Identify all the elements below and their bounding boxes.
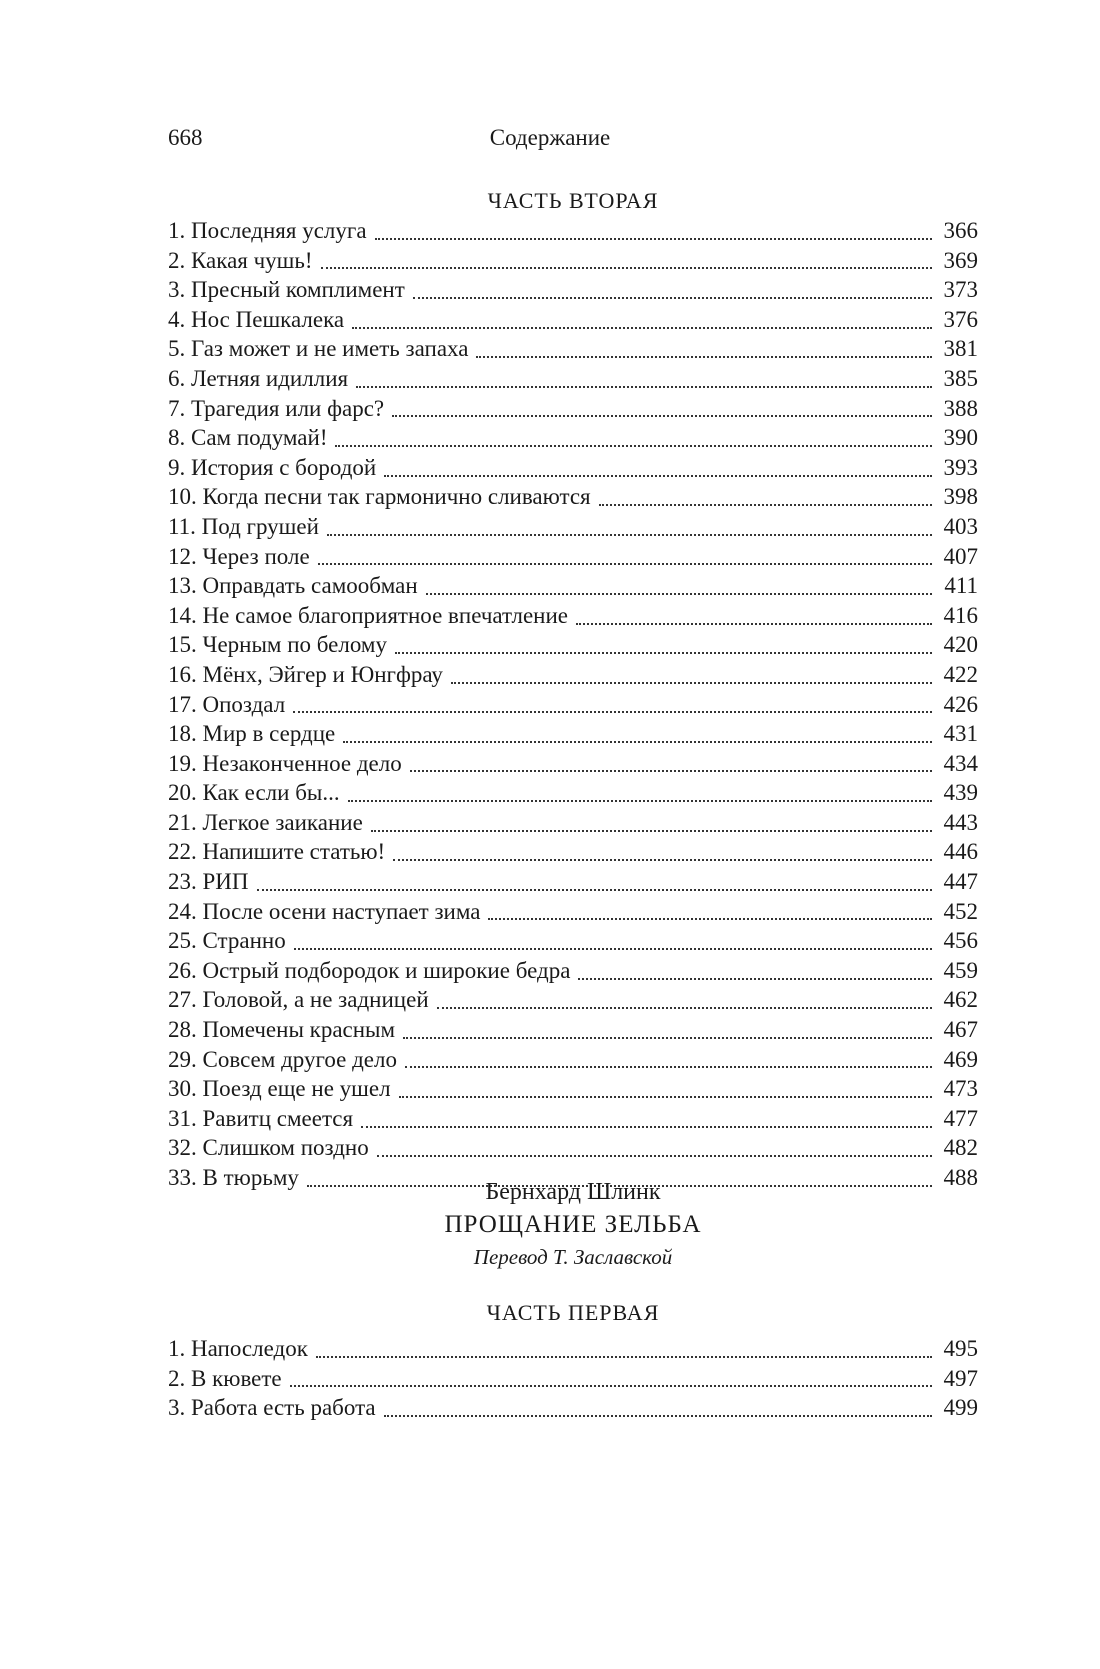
- dot-leader: [293, 711, 932, 713]
- toc-entry-title: 17. Опоздал: [168, 691, 286, 717]
- toc-entry: [168, 453, 978, 483]
- work-translator: Перевод Т. Заславской: [473, 1245, 673, 1269]
- work-header: [168, 1176, 978, 1272]
- toc-entry-page: 373: [943, 277, 978, 303]
- dot-leader: [476, 356, 932, 358]
- toc-entry: [168, 364, 978, 394]
- toc-entry: [168, 985, 978, 1015]
- toc-entry: [168, 808, 978, 838]
- dot-leader: [361, 1126, 932, 1128]
- toc-entry-title: 26. Острый подбородок и широкие бедра: [168, 957, 571, 983]
- toc-entry-title: 27. Головой, а не задницей: [168, 987, 429, 1013]
- toc-entry-title: 22. Напишите статью!: [168, 839, 386, 865]
- page-number: 668: [168, 125, 203, 150]
- dot-leader: [405, 1066, 932, 1068]
- dot-leader: [437, 1007, 932, 1009]
- toc-entry-page: 439: [943, 780, 978, 806]
- toc-entry: [168, 482, 978, 512]
- toc-entry-title: 20. Как если бы...: [168, 780, 340, 806]
- toc-entry: [168, 630, 978, 660]
- toc-entry-title: 31. Равитц смеется: [168, 1105, 354, 1131]
- toc-entry: [168, 660, 978, 690]
- toc-entry: [168, 749, 978, 779]
- toc-entry: [168, 778, 978, 808]
- toc-entry-page: 467: [943, 1017, 978, 1043]
- toc-entry-page: 369: [943, 247, 978, 273]
- toc-entry: [168, 719, 978, 749]
- toc-entry-page: 411: [944, 573, 978, 599]
- dot-leader: [399, 1096, 932, 1098]
- toc-entry-page: 495: [943, 1336, 978, 1361]
- dot-leader: [392, 415, 932, 417]
- toc-entry-title: 9. История с бородой: [168, 454, 377, 480]
- dot-leader: [352, 327, 932, 329]
- toc-entry: [168, 897, 978, 927]
- toc-entry-page: 482: [943, 1135, 978, 1161]
- toc-entry-title: 15. Черным по белому: [168, 632, 387, 658]
- dot-leader: [384, 1415, 932, 1417]
- toc-entry-title: 12. Через поле: [168, 543, 310, 569]
- part-heading: ЧАСТЬ ПЕРВАЯ: [486, 1300, 660, 1325]
- toc-entry-title: 10. Когда песни так гармонично сливаются: [168, 484, 591, 510]
- toc-entry-title: 8. Сам подумай!: [168, 425, 328, 451]
- toc-entry: [168, 1074, 978, 1104]
- toc-entry-title: 24. После осени наступает зима: [168, 898, 481, 924]
- toc-entry-title: 1. Напоследок: [168, 1336, 308, 1361]
- toc-entry-page: 366: [943, 218, 978, 243]
- dot-leader: [343, 741, 932, 743]
- toc-entry-page: 385: [943, 365, 978, 391]
- toc-entry-page: 416: [943, 602, 978, 628]
- toc-entry-page: 477: [943, 1105, 978, 1131]
- toc-entry-title: 2. В кювете: [168, 1365, 282, 1391]
- toc-entry-title: 16. Мёнх, Эйгер и Юнгфрау: [168, 661, 443, 687]
- toc-entry-page: 407: [943, 543, 978, 569]
- toc-entry: [168, 926, 978, 956]
- toc-entry-page: 381: [943, 336, 978, 362]
- toc-entry-title: 30. Поезд еще не ушел: [168, 1076, 391, 1102]
- toc-entry-title: 3. Работа есть работа: [168, 1395, 376, 1421]
- dot-leader: [321, 267, 932, 269]
- toc-entry: [168, 571, 978, 601]
- toc-entry-page: 469: [943, 1046, 978, 1072]
- dot-leader: [410, 770, 932, 772]
- toc-part-two: [168, 186, 978, 1193]
- toc-entry: [168, 601, 978, 631]
- toc-entry-title: 19. Незаконченное дело: [168, 750, 402, 776]
- toc-entry: [168, 1104, 978, 1134]
- toc-entry: [168, 423, 978, 453]
- dot-leader: [371, 830, 932, 832]
- toc-entry-title: 2. Какая чушь!: [168, 247, 313, 273]
- toc-entry-title: 25. Странно: [168, 928, 286, 954]
- toc-entry-page: 420: [943, 632, 978, 658]
- dot-leader: [393, 859, 932, 861]
- toc-entry: [168, 512, 978, 542]
- toc-entry-page: 398: [943, 484, 978, 510]
- toc-list: [168, 1334, 978, 1423]
- toc-entry-page: 434: [943, 750, 978, 776]
- toc-entry-title: 5. Газ может и не иметь запаха: [168, 336, 469, 362]
- part-heading: ЧАСТЬ ВТОРАЯ: [487, 188, 659, 213]
- toc-entry-page: 456: [943, 928, 978, 954]
- dot-leader: [290, 1385, 932, 1387]
- dot-leader: [578, 978, 932, 980]
- dot-leader: [384, 475, 932, 477]
- toc-entry: [168, 275, 978, 305]
- toc-entry-title: 13. Оправдать самообман: [168, 573, 418, 599]
- dot-leader: [451, 682, 932, 684]
- dot-leader: [599, 504, 932, 506]
- dot-leader: [294, 948, 932, 950]
- dot-leader: [395, 652, 932, 654]
- toc-entry-page: 488: [943, 1165, 978, 1190]
- toc-entry: [168, 216, 978, 246]
- dot-leader: [375, 238, 932, 240]
- toc-entry-title: 3. Пресный комплимент: [168, 277, 405, 303]
- toc-entry-page: 403: [943, 513, 978, 539]
- toc-entry-page: 462: [943, 987, 978, 1013]
- toc-part-one: [168, 1298, 978, 1423]
- toc-entry-title: 4. Нос Пешкалека: [168, 306, 345, 332]
- dot-leader: [316, 1356, 932, 1358]
- toc-entry-page: 431: [943, 721, 978, 747]
- toc-entry-page: 376: [943, 306, 978, 332]
- dot-leader: [413, 297, 932, 299]
- dot-leader: [377, 1155, 932, 1157]
- toc-entry: [168, 1364, 978, 1394]
- toc-entry: [168, 334, 978, 364]
- toc-entry-title: 14. Не самое благоприятное впечатление: [168, 602, 569, 628]
- toc-entry-page: 447: [943, 869, 978, 895]
- toc-entry-title: 11. Под грушей: [168, 513, 319, 539]
- dot-leader: [426, 593, 932, 595]
- toc-entry-page: 473: [943, 1076, 978, 1102]
- dot-leader: [356, 386, 932, 388]
- toc-entry-title: 32. Слишком поздно: [168, 1135, 369, 1161]
- toc-entry-page: 390: [943, 425, 978, 451]
- toc-entry-title: 1. Последняя услуга: [168, 218, 367, 243]
- toc-entry: [168, 305, 978, 335]
- toc-entry-title: 33. В тюрьму: [168, 1165, 299, 1190]
- dot-leader: [576, 623, 932, 625]
- toc-entry-title: 28. Помечены красным: [168, 1017, 396, 1043]
- toc-entry: [168, 1393, 978, 1423]
- toc-entry-page: 459: [943, 957, 978, 983]
- work-author: Бернхард Шлинк: [485, 1179, 661, 1205]
- dot-leader: [318, 563, 932, 565]
- toc-entry: [168, 246, 978, 276]
- toc-entry-page: 446: [943, 839, 978, 865]
- toc-entry: [168, 690, 978, 720]
- toc-entry: [168, 1015, 978, 1045]
- work-title: ПРОЩАНИЕ ЗЕЛЬБА: [444, 1211, 702, 1238]
- toc-entry-title: 6. Летняя идиллия: [168, 365, 349, 391]
- toc-entry: [168, 956, 978, 986]
- dot-leader: [403, 1037, 932, 1039]
- running-head: [0, 125, 1100, 155]
- toc-entry-title: 23. РИП: [168, 869, 249, 895]
- toc-entry-page: 422: [943, 661, 978, 687]
- toc-entry-page: 452: [943, 898, 978, 924]
- dot-leader: [335, 445, 932, 447]
- dot-leader: [327, 534, 932, 536]
- dot-leader: [257, 889, 932, 891]
- toc-entry-page: 388: [943, 395, 978, 421]
- toc-entry: [168, 1133, 978, 1163]
- toc-entry: [168, 837, 978, 867]
- toc-entry-page: 393: [943, 454, 978, 480]
- toc-entry-title: 21. Легкое заикание: [168, 809, 363, 835]
- toc-entry: [168, 542, 978, 572]
- toc-entry: [168, 1045, 978, 1075]
- toc-entry-title: 7. Трагедия или фарс?: [168, 395, 385, 421]
- toc-entry-title: 18. Мир в сердце: [168, 721, 336, 747]
- toc-entry: [168, 1334, 978, 1364]
- toc-entry: [168, 394, 978, 424]
- toc-entry-page: 443: [943, 809, 978, 835]
- toc-entry-page: 426: [943, 691, 978, 717]
- toc-entry-page: 499: [943, 1395, 978, 1421]
- toc-entry-page: 497: [943, 1365, 978, 1391]
- toc-list: [168, 216, 978, 1193]
- dot-leader: [348, 800, 932, 802]
- toc-entry: [168, 867, 978, 897]
- dot-leader: [488, 918, 932, 920]
- toc-entry-title: 29. Совсем другое дело: [168, 1046, 397, 1072]
- running-title: Содержание: [489, 125, 611, 150]
